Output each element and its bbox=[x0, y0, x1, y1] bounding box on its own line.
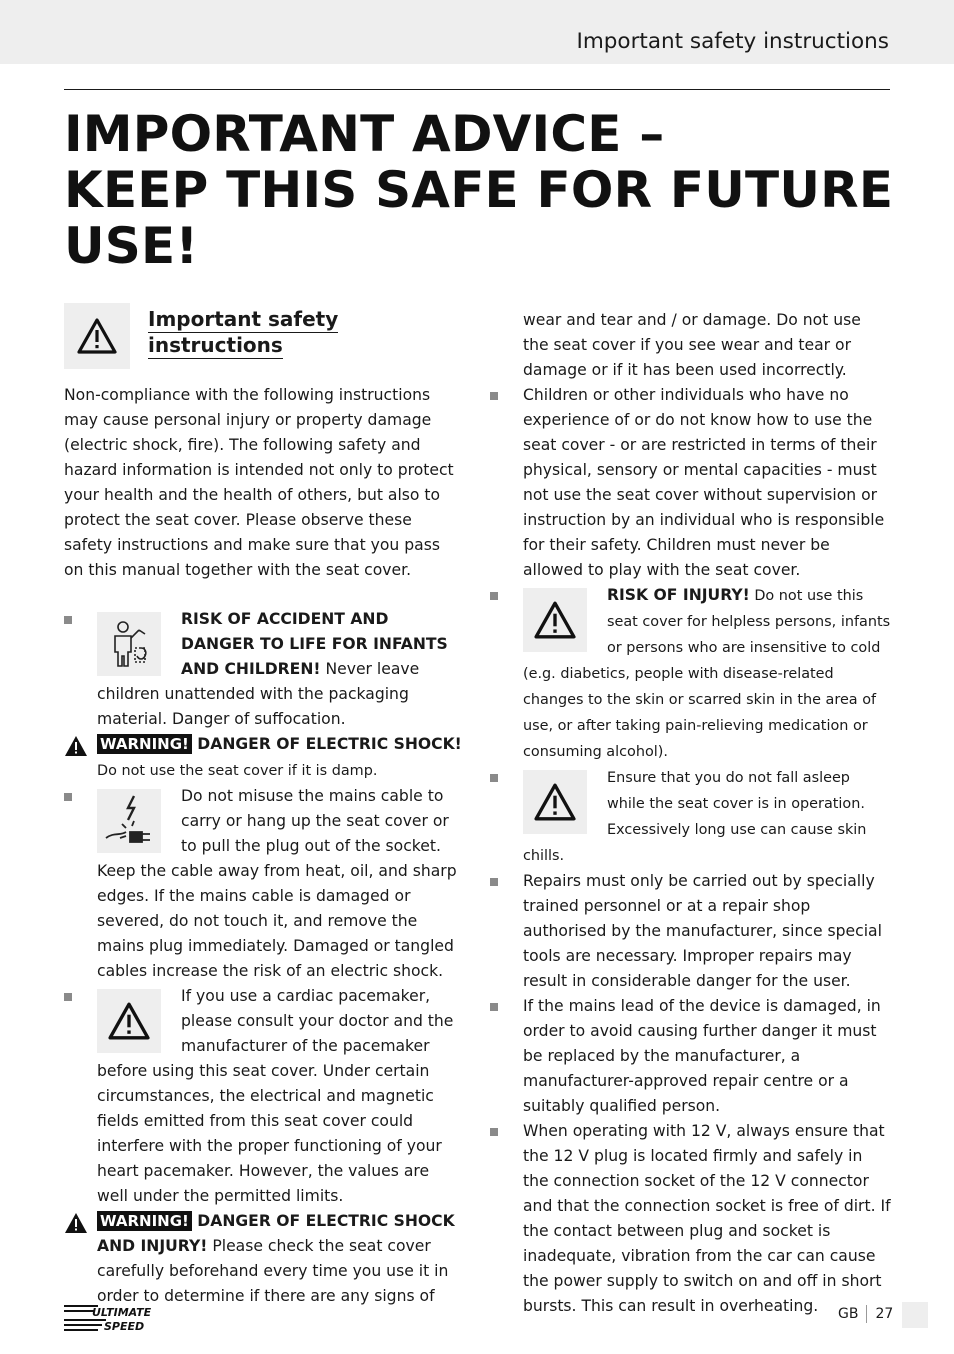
bullet bbox=[490, 878, 498, 886]
bullet bbox=[64, 993, 72, 1001]
page-number: GB 27 bbox=[838, 1306, 894, 1322]
bullet bbox=[490, 1003, 498, 1011]
list-item: Children or other individuals who have no experience of or do not know how to use the seat cover - or are restricted in terms of their physical, sensory or mental capacities - must not use the seat cover without supervision or instruction by an individual who is responsible for their safety. Children must never be allowed to play with the seat cover. bbox=[490, 383, 891, 583]
warning-triangle-icon bbox=[65, 736, 87, 756]
warning-triangle-icon bbox=[65, 1213, 87, 1233]
list-item: Ensure that you do not fall asleep while the seat cover is in operation. Excessively long use can cause skin chills. bbox=[490, 765, 891, 869]
warning-block: WARNING! DANGER OF ELECTRIC SHOCK! Do not use the seat cover if it is damp. bbox=[64, 732, 464, 784]
bullet bbox=[490, 774, 498, 782]
bullet bbox=[490, 392, 498, 400]
bullet bbox=[64, 793, 72, 801]
warning-icon bbox=[97, 989, 161, 1053]
bullet bbox=[64, 616, 72, 624]
svg-text:SPEED: SPEED bbox=[104, 1320, 145, 1333]
page-title: IMPORTANT ADVICE – KEEP THIS SAFE FOR FUTURE USE! bbox=[64, 105, 894, 275]
child-danger-icon bbox=[97, 612, 161, 676]
brand-logo bbox=[64, 1303, 164, 1337]
section-heading bbox=[64, 303, 464, 369]
warning-badge: WARNING! bbox=[97, 734, 192, 754]
warning-icon bbox=[523, 588, 587, 652]
electric-plug-icon bbox=[97, 789, 161, 853]
list-item: When operating with 12 V, always ensure that the 12 V plug is located firmly and safely in the connection socket of the 12 V connector and that the connection socket is free of dirt. If the contact between plug and socket is inadequate, vibration from the car can cause the power supply to switch on and off in short bursts. This can result in overheating. bbox=[490, 1119, 891, 1319]
section-heading-text: Important safety instructions bbox=[148, 307, 339, 357]
page-tab bbox=[902, 1302, 928, 1328]
continuation-paragraph: wear and tear and / or damage. Do not use the seat cover if you see wear and tear or damage or if it has been used incorrectly. bbox=[523, 311, 861, 379]
list-item: Repairs must only be carried out by specially trained personnel or at a repair shop authorised by the manufacturer, since special tools are necessary. Improper repairs may result in considerable danger for the user. bbox=[490, 869, 891, 994]
warning-icon bbox=[523, 770, 587, 834]
list-item: If the mains lead of the device is damaged, in order to avoid causing further danger it must be replaced by the manufacturer, a manufacturer-approved repair centre or a suitably qualified person. bbox=[490, 994, 891, 1119]
bullet bbox=[490, 592, 498, 600]
list-item: RISK OF ACCIDENT AND DANGER TO LIFE FOR INFANTS AND CHILDREN! Never leave children unattended with the packaging material. Danger of suffocation. bbox=[64, 607, 464, 732]
list-item: If you use a cardiac pacemaker, please consult your doctor and the manufacturer of the pacemaker before using this seat cover. Under certain circumstances, the electrical and magnetic fields emitted from this seat cover could interfere with the proper functioning of your heart pacemaker. However, the values are well under the permitted limits. bbox=[64, 984, 464, 1209]
warning-block: WARNING! DANGER OF ELECTRIC SHOCK AND INJURY! Please check the seat cover carefully beforehand every time you use it in order to determine if there are any signs of bbox=[64, 1209, 464, 1309]
intro-paragraph: Non-compliance with the following instructions may cause personal injury or property damage (electric shock, fire). The following safety and hazard information is intended not only to protect your health and the health of others, but also to protect the seat cover. Please observe these safety instructions and make sure that you pass on this manual together with the seat cover. bbox=[64, 386, 454, 579]
right-column bbox=[523, 308, 891, 1319]
warning-badge: WARNING! bbox=[97, 1211, 192, 1231]
list-item: Do not misuse the mains cable to carry or hang up the seat cover or to pull the plug out of the socket. Keep the cable away from heat, oil, and sharp edges. If the mains cable is damaged or severed, do not touch it, and remove the mains plug immediately. Damaged or tangled cables increase the risk of an electric shock. bbox=[64, 784, 464, 984]
svg-text:ULTIMATE: ULTIMATE bbox=[92, 1306, 152, 1319]
warning-icon bbox=[64, 303, 130, 369]
running-header: Important safety instructions bbox=[576, 29, 889, 54]
header-divider bbox=[64, 89, 890, 90]
left-column bbox=[64, 383, 464, 1309]
bullet bbox=[490, 1128, 498, 1136]
list-item: RISK OF INJURY! Do not use this seat cover for helpless persons, infants or persons who are insensitive to cold (e.g. diabetics, people with disease-related changes to the skin or scarred skin in the area of use, or after taking pain-relieving medication or consuming alcohol). bbox=[490, 583, 891, 765]
